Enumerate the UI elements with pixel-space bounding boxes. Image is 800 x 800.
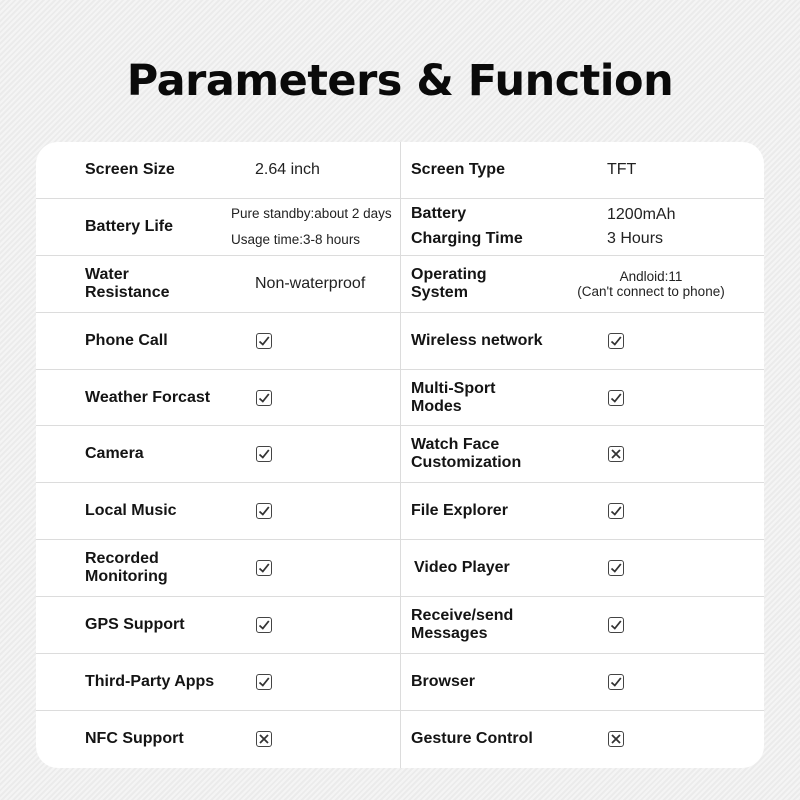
check-icon — [608, 674, 624, 690]
screen-size-label: Screen Size — [85, 160, 175, 178]
receive-send-label-line1: Receive/send — [411, 607, 514, 625]
weather-forcast-label: Weather Forcast — [85, 388, 211, 406]
screen-type-label: Screen Type — [411, 160, 505, 178]
recorded-monitoring-label-line1: Recorded — [85, 550, 159, 568]
check-icon — [608, 390, 624, 406]
receive-send-label — [411, 597, 591, 653]
table-row — [36, 654, 764, 711]
check-icon — [608, 333, 624, 349]
gesture-control-status — [608, 711, 624, 768]
battery-life-label: Battery Life — [85, 217, 174, 235]
recorded-monitoring-label-line2: Monitoring — [85, 568, 168, 586]
video-player-status — [608, 540, 624, 596]
watch-face-status — [608, 427, 624, 483]
cross-icon — [608, 731, 624, 747]
table-row — [36, 370, 764, 427]
screen-type-value-cell — [607, 142, 764, 198]
check-icon — [256, 333, 272, 349]
table-row — [36, 256, 764, 313]
cross-icon — [256, 731, 272, 747]
water-resistance-value: Non-waterproof — [255, 274, 366, 292]
water-resistance-label — [85, 256, 255, 312]
table-row — [36, 540, 764, 597]
operating-system-label-line1: Operating — [411, 265, 487, 283]
water-resistance-value-cell — [255, 256, 401, 312]
watch-face-label — [411, 427, 591, 483]
check-icon — [608, 503, 624, 519]
recorded-monitoring-label — [85, 540, 255, 596]
operating-system-note: (Can't connect to phone) — [577, 283, 725, 299]
browser-label: Browser — [411, 673, 476, 691]
recorded-monitoring-status — [256, 540, 272, 596]
third-party-apps-label: Third-Party Apps — [85, 673, 215, 691]
check-icon — [256, 560, 272, 576]
check-icon — [608, 617, 624, 633]
screen-type-value: TFT — [607, 160, 637, 178]
check-icon — [256, 446, 272, 462]
battery-value: 1200mAh — [607, 205, 676, 223]
receive-send-status — [608, 597, 624, 653]
multi-sport-label — [411, 370, 591, 426]
gesture-control-label: Gesture Control — [411, 730, 533, 748]
water-resistance-label-line2: Resistance — [85, 283, 170, 301]
video-player-label: Video Player — [414, 559, 510, 577]
receive-send-label-line2: Messages — [411, 625, 488, 643]
table-row — [36, 427, 764, 484]
usage-time-value: Usage time:3-8 hours — [231, 232, 361, 248]
local-music-status — [256, 483, 272, 539]
battery-life-values — [231, 199, 401, 255]
wireless-network-status — [608, 313, 624, 369]
operating-system-label — [411, 256, 591, 312]
nfc-support-label: NFC Support — [85, 730, 184, 748]
gps-support-status — [256, 597, 272, 653]
standby-value: Pure standby:about 2 days — [231, 206, 392, 222]
table-row — [36, 711, 764, 768]
battery-label: Battery — [411, 205, 467, 223]
check-icon — [256, 617, 272, 633]
gps-support-label: GPS Support — [85, 616, 185, 634]
phone-call-label: Phone Call — [85, 331, 168, 349]
table-row — [36, 597, 764, 654]
camera-status — [256, 427, 272, 483]
check-icon — [256, 390, 272, 406]
battery-charging-label — [411, 199, 591, 255]
weather-forcast-status — [256, 370, 272, 426]
parameters-table — [36, 142, 764, 768]
watch-face-label-line2: Customization — [411, 454, 522, 472]
third-party-apps-status — [256, 654, 272, 710]
local-music-label: Local Music — [85, 502, 177, 520]
file-explorer-status — [608, 483, 624, 539]
table-row — [36, 483, 764, 540]
table-row — [36, 199, 764, 256]
screen-size-value-cell — [255, 142, 401, 198]
operating-system-values — [566, 256, 736, 312]
water-resistance-label-line1: Water — [85, 265, 129, 283]
wireless-network-label: Wireless network — [411, 331, 543, 349]
page-title: Parameters & Function — [126, 56, 674, 106]
file-explorer-label: File Explorer — [411, 502, 508, 520]
nfc-support-status — [256, 711, 272, 768]
table-row — [36, 142, 764, 199]
check-icon — [608, 560, 624, 576]
check-icon — [256, 674, 272, 690]
camera-label: Camera — [85, 445, 144, 463]
multi-sport-label-line1: Multi-Sport — [411, 379, 496, 397]
phone-call-status — [256, 313, 272, 369]
operating-system-label-line2: System — [411, 283, 468, 301]
multi-sport-status — [608, 370, 624, 426]
battery-charging-values — [607, 199, 764, 255]
check-icon — [256, 503, 272, 519]
watch-face-label-line1: Watch Face — [411, 436, 500, 454]
table-row — [36, 313, 764, 370]
multi-sport-label-line2: Modes — [411, 397, 462, 415]
charging-time-value: 3 Hours — [607, 229, 664, 247]
screen-size-value: 2.64 inch — [255, 160, 320, 178]
browser-status — [608, 654, 624, 710]
operating-system-value: Andloid:11 — [619, 268, 683, 284]
cross-icon — [608, 446, 624, 462]
charging-time-label: Charging Time — [411, 230, 523, 248]
